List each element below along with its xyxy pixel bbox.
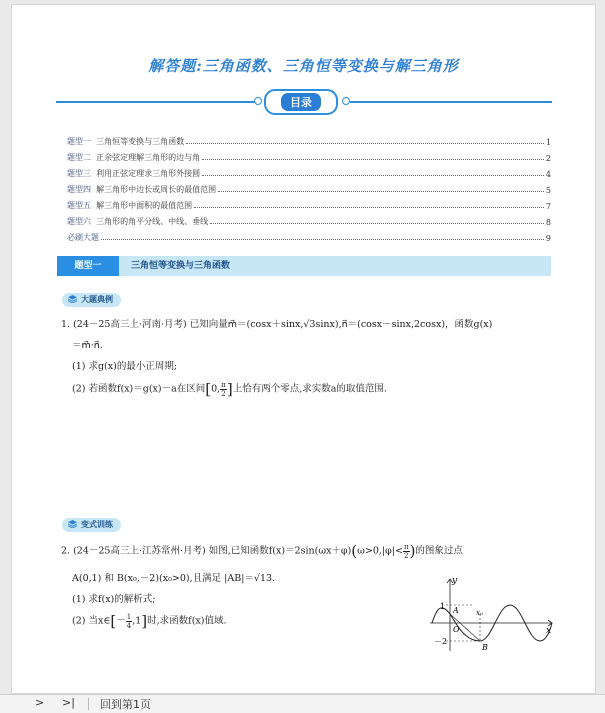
toc-item[interactable]: 题型四 解三角形中边长或周长的最值范围 5 (67, 185, 551, 195)
status-bar (0, 694, 605, 713)
q1-part2: (2) 若函数f(x)＝g(x)－a在区间[0, $\frac{\pi}{2}$ ]上恰有两个零点,求实数a的取值范围. (72, 380, 387, 398)
graph-origin: O (453, 625, 460, 634)
graph-one-label: 1 (440, 602, 446, 611)
document-page (11, 4, 596, 694)
graph-point-a: A (453, 606, 459, 615)
graph-x0-label: x₀ (476, 609, 483, 617)
q2-part1: (1) 求f(x)的解析式; (72, 594, 156, 605)
toc-item[interactable]: 题型六 三角形的角平分线、中线、垂线 8 (67, 217, 551, 227)
q1-line2: ＝m⃗·n⃗. (72, 340, 103, 351)
toc-label: 目录 (264, 89, 338, 115)
next-page-button[interactable]: > (35, 696, 45, 709)
toc-item[interactable]: 题型五 解三角形中面积的最值范围 7 (67, 201, 551, 211)
stack-icon (68, 520, 77, 528)
section-tag: 题型一 (57, 256, 119, 276)
back-to-page1-link[interactable]: 回到第1页 (100, 698, 151, 711)
q2-line1: 2. (24－25高三上·江苏常州·月考) 如图,已知函数f(x)＝2sin(ωx＋φ)(ω>0,|φ|< $\frac{\pi}{2}$ )的图象过点 (61, 542, 463, 560)
q2-part2: (2) 当x∈[－ $\frac{1}{4}$ ,1]时,求函数f(x)值域. (72, 612, 227, 630)
graph-point-b: B (482, 643, 488, 652)
table-of-contents (67, 131, 551, 243)
graph-neg2-label: －2 (434, 637, 448, 646)
q1-part1: (1) 求g(x)的最小正周期; (72, 361, 178, 372)
doc-title: 解答题:三角函数、三角恒等变换与解三角形 (148, 57, 459, 75)
section-header (57, 256, 551, 276)
stack-icon (68, 295, 77, 303)
graph-x-label: x (546, 626, 552, 636)
toc-item[interactable]: 题型三 利用正弦定理求三角形外接圆 4 (67, 169, 551, 179)
q2-line2: A(0,1) 和 B(x₀,－2)(x₀>0),且满足 |AB|＝√13. (72, 573, 276, 584)
example-pill: 大题典例 (62, 293, 121, 307)
graph-y-label: y (452, 576, 458, 586)
toc-header (56, 95, 552, 109)
q1-line1: 1. (24－25高三上·河南·月考) 已知向量m⃗＝(cosx＋sinx,√3sinx),n⃗＝(cosx－sinx,2cosx)，函数g(x) (61, 319, 493, 330)
toc-item[interactable]: 题型一 三角恒等变换与三角函数 1 (67, 137, 551, 147)
last-page-button[interactable]: >| (62, 696, 75, 709)
practice-pill: 变式训练 (62, 518, 121, 532)
sine-graph (426, 571, 556, 653)
toc-item[interactable]: 必刷大题 9 (67, 233, 551, 243)
section-title: 三角恒等变换与三角函数 (131, 261, 231, 271)
toc-item[interactable]: 题型二 正余弦定理解三角形的边与角 2 (67, 153, 551, 163)
